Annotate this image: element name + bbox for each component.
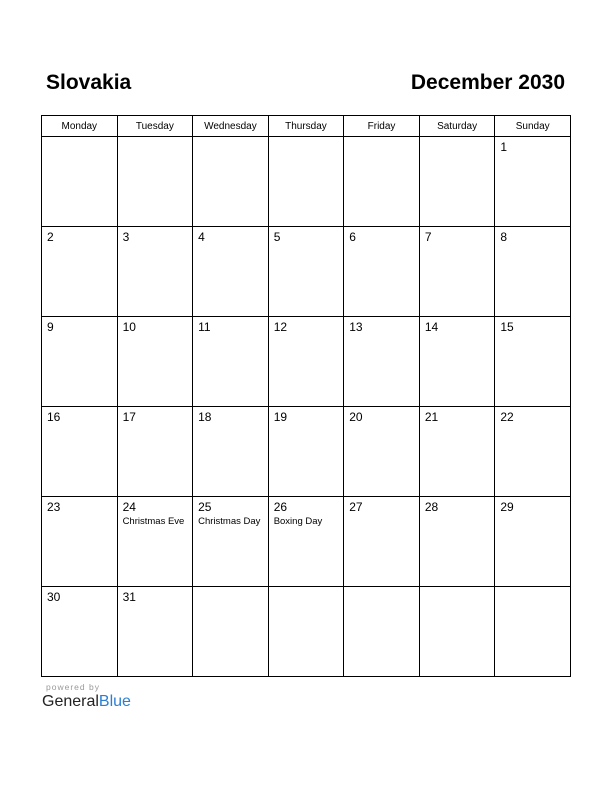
week-row [42,227,571,317]
weekday-header: Monday [42,116,118,137]
day-cell [419,317,495,407]
day-number: 1 [500,140,508,154]
weekday-header: Sunday [495,116,571,137]
day-cell [268,497,344,587]
day-cell [344,497,420,587]
day-cell [268,407,344,497]
day-cell [193,497,269,587]
generalblue-logo[interactable] [42,693,131,711]
day-number: 28 [424,500,439,514]
day-number: 27 [349,500,363,514]
day-number: 14 [424,320,439,334]
day-cell [117,497,193,587]
day-number: 18 [198,410,212,424]
day-cell [495,317,571,407]
day-number: 25 [198,500,212,514]
day-cell [42,227,118,317]
day-cell [495,227,571,317]
day-cell [495,497,571,587]
holiday-label: Christmas Day [198,516,261,527]
day-number: 5 [273,230,281,244]
day-cell [117,317,193,407]
brand-blue-text: Blue [98,693,131,710]
day-number: 10 [122,320,136,334]
day-number: 8 [500,230,508,244]
day-cell [193,407,269,497]
weekday-header: Thursday [268,116,344,137]
weekday-header: Wednesday [193,116,269,137]
day-number: 13 [349,320,363,334]
day-cell [495,407,571,497]
day-cell [117,587,193,677]
week-row [42,407,571,497]
day-number: 7 [424,230,432,244]
day-cell [42,497,118,587]
weekday-header: Saturday [419,116,495,137]
day-cell [42,407,118,497]
day-cell [268,587,344,677]
day-cell [419,587,495,677]
day-cell [117,407,193,497]
week-row [42,137,571,227]
day-number: 22 [500,410,514,424]
day-number: 6 [349,230,356,244]
day-cell [117,137,193,227]
day-number: 2 [47,230,54,244]
day-cell [193,227,269,317]
day-number: 12 [273,320,288,334]
day-cell [344,137,420,227]
week-row [42,317,571,407]
day-cell [268,317,344,407]
day-cell [193,137,269,227]
weekday-header: Tuesday [117,116,193,137]
day-number: 31 [122,590,136,604]
day-number: 17 [122,410,136,424]
day-number: 4 [198,230,205,244]
day-number: 9 [47,320,54,334]
day-cell [344,587,420,677]
day-cell [344,317,420,407]
day-cell [419,137,495,227]
day-number: 26 [273,500,288,514]
weekday-header: Friday [344,116,420,137]
brand-general-text: General [42,693,99,710]
week-row [42,497,571,587]
day-number: 21 [424,410,439,424]
day-number: 16 [47,410,61,424]
day-cell [117,227,193,317]
day-cell [42,317,118,407]
powered-by-text: powered by [46,682,100,692]
month-year-title: December 2030 [410,71,565,94]
day-cell [419,407,495,497]
day-cell [268,227,344,317]
day-number: 11 [198,320,211,334]
calendar-grid [41,115,571,677]
weekday-header-row [42,116,571,137]
day-number: 23 [47,500,61,514]
day-cell [193,587,269,677]
day-cell [419,227,495,317]
day-cell [42,137,118,227]
country-title: Slovakia [46,71,132,94]
day-cell [268,137,344,227]
day-cell [495,137,571,227]
day-number: 20 [349,410,363,424]
day-number: 3 [122,230,130,244]
day-cell [495,587,571,677]
day-cell [344,407,420,497]
holiday-label: Christmas Eve [122,516,185,527]
day-cell [344,227,420,317]
day-cell [193,317,269,407]
day-number: 24 [122,500,136,514]
day-cell [419,497,495,587]
day-number: 30 [47,590,61,604]
holiday-label: Boxing Day [273,516,323,527]
day-number: 19 [273,410,288,424]
day-number: 15 [500,320,514,334]
day-cell [42,587,118,677]
day-number: 29 [500,500,514,514]
week-row [42,587,571,677]
